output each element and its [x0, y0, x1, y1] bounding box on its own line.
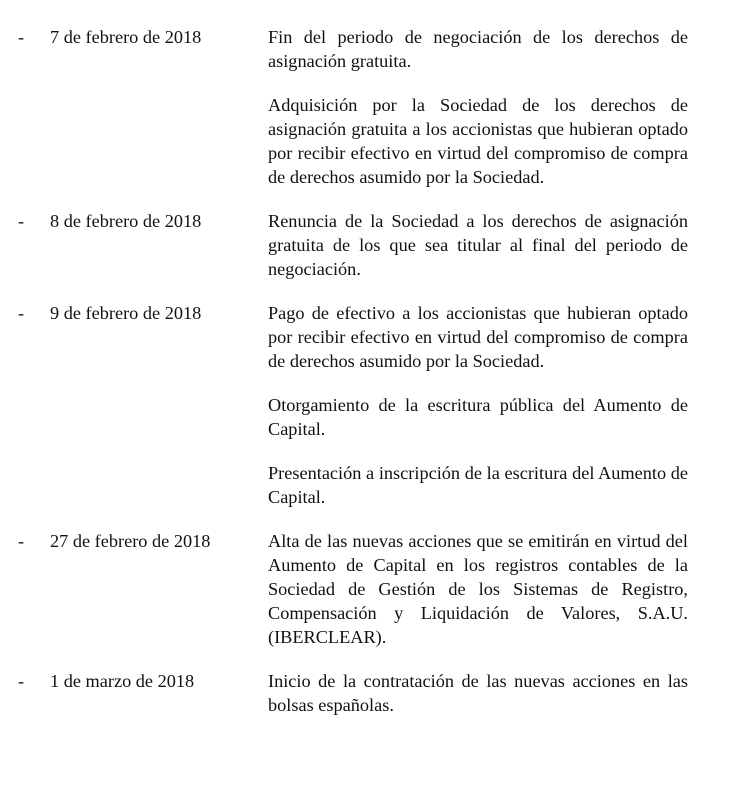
timeline-entry [0, 25, 748, 189]
timeline-document [0, 25, 748, 737]
bullet-dash: - [18, 303, 25, 323]
bullet-dash: - [18, 27, 25, 47]
description-paragraph: Fin del periodo de negociación de los derechos de asignación gratuita. [268, 27, 688, 71]
description-paragraph: Renuncia de la Sociedad a los derechos de asignación gratuita de los que sea titular al final del periodo de negociación. [268, 211, 688, 279]
entry-date: 8 de febrero de 2018 [50, 211, 202, 231]
entry-date: 1 de marzo de 2018 [50, 671, 195, 691]
timeline-entry [0, 209, 748, 281]
description-paragraph: Adquisición por la Sociedad de los derechos de asignación gratuita a los accionistas que hubieran optado por recibir efectivo en virtud del compromiso de compra de derechos asumido por la Sociedad. [268, 95, 688, 187]
entry-description [268, 209, 688, 281]
entry-date: 7 de febrero de 2018 [50, 27, 202, 47]
entry-description [268, 301, 688, 509]
bullet-dash: - [18, 211, 25, 231]
description-paragraph: Inicio de la contratación de las nuevas acciones en las bolsas españolas. [268, 671, 688, 715]
description-paragraph: Otorgamiento de la escritura pública del Aumento de Capital. [268, 395, 688, 439]
entry-description [268, 669, 688, 717]
entry-description [268, 25, 688, 189]
timeline-entry [0, 529, 748, 649]
entry-date: 27 de febrero de 2018 [50, 531, 211, 551]
description-paragraph: Alta de las nuevas acciones que se emitirán en virtud del Aumento de Capital en los registros contables de la Sociedad de Gestión de los Sistemas de Registro, Compensación y Liquidación de Valores, S.A.U. (IBERCLEAR). [268, 531, 688, 647]
description-paragraph: Presentación a inscripción de la escritura del Aumento de Capital. [268, 463, 688, 507]
timeline-entry [0, 301, 748, 509]
timeline-entry [0, 669, 748, 717]
entry-date: 9 de febrero de 2018 [50, 303, 202, 323]
description-paragraph: Pago de efectivo a los accionistas que hubieran optado por recibir efectivo en virtud del compromiso de compra de derechos asumido por la Sociedad. [268, 303, 688, 371]
bullet-dash: - [18, 531, 25, 551]
bullet-dash: - [18, 671, 25, 691]
entry-description [268, 529, 688, 649]
